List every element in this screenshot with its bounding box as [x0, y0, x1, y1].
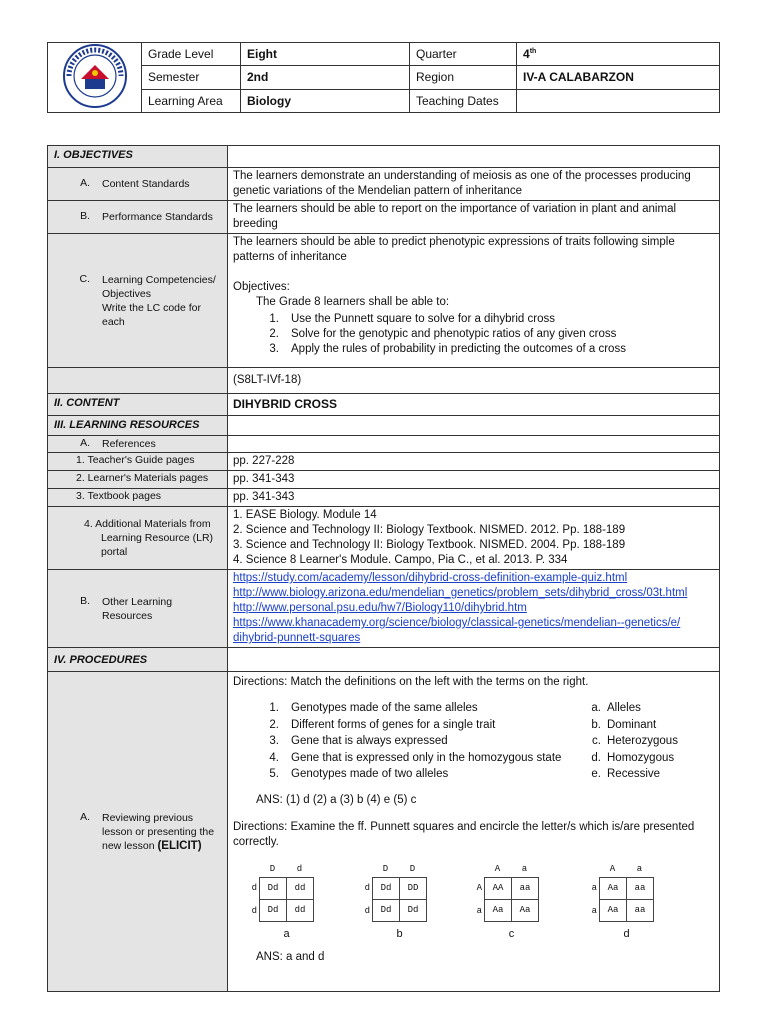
- additional-materials-label: 4. Additional Materials from Learning Resource (LR) portal: [48, 507, 228, 570]
- quarter-label: Quarter: [410, 43, 517, 66]
- lesson-plan-table: [47, 145, 720, 992]
- competencies-code: (S8LT-IVf-18): [228, 368, 720, 394]
- procedures-blank: [228, 648, 720, 672]
- content-heading: II. CONTENT: [48, 394, 228, 416]
- resource-link[interactable]: http://www.personal.psu.edu/hw7/Biology110/dihybrid.htm: [233, 602, 527, 614]
- procedures-heading: IV. PROCEDURES: [48, 648, 228, 672]
- objective-item: 2. Solve for the genotypic and phenotypic ratios of any given cross: [269, 328, 617, 340]
- punnett-square: D d d d Dd dd Dd dd a: [243, 862, 314, 942]
- additional-material-item: 2. Science and Technology II: Biology Textbook. NISMED. 2012. Pp. 188-189: [233, 524, 626, 536]
- objectives-lead: The Grade 8 learners shall be able to:: [256, 296, 450, 308]
- content-standards-label: A. Content Standards: [48, 168, 228, 201]
- objectives-subheading: Objectives:: [233, 281, 290, 293]
- matching-list: [233, 700, 714, 783]
- additional-material-item: 4. Science 8 Learner's Module. Campo, Pia C., et al. 2013. P. 334: [233, 554, 568, 566]
- teachers-guide-value: pp. 227-228: [228, 453, 720, 471]
- deped-seal-icon: [59, 43, 131, 109]
- learning-resources-heading: III. LEARNING RESOURCES: [48, 416, 228, 436]
- objective-item: 1. Use the Punnett square to solve for a dihybrid cross: [269, 313, 556, 325]
- learning-area-label: Learning Area: [142, 89, 241, 112]
- punnett-squares: [233, 850, 714, 950]
- teaching-dates-label: Teaching Dates: [410, 89, 517, 112]
- resource-link[interactable]: https://study.com/academy/lesson/dihybrid-cross-definition-example-quiz.html: [233, 572, 628, 584]
- region-label: Region: [410, 66, 517, 89]
- content-standards-text: The learners demonstrate an understanding of meiosis as one of the processes producing genetic variations of the Mendelian pattern of inheritance: [228, 168, 720, 201]
- teaching-dates-value: [517, 89, 720, 112]
- answer-punnett: ANS: a and d: [256, 950, 325, 963]
- references-label: A. References: [48, 436, 228, 453]
- matching-item: 4. Gene that is expressed only in the homozygous state d. Homozygous: [269, 751, 675, 764]
- header-table: [47, 42, 720, 113]
- punnett-square: A a A a AA aa Aa Aa c: [468, 862, 539, 942]
- textbook-label: 3. Textbook pages: [48, 489, 228, 507]
- other-resources-label: B. Other Learning Resources: [48, 570, 228, 648]
- performance-standards-text: The learners should be able to report on the importance of variation in plant and animal breeding: [228, 201, 720, 234]
- objectives-blank: [228, 146, 720, 168]
- punnett-square: D D d d Dd DD Dd Dd b: [356, 862, 427, 942]
- competencies-intro: The learners should be able to predict phenotypic expressions of traits following simple patterns of inheritance: [233, 236, 675, 263]
- references-blank: [228, 436, 720, 453]
- region-value: IV-A CALABARZON: [517, 66, 720, 89]
- matching-item: 5. Genotypes made of two alleles e. Recessive: [269, 768, 661, 780]
- directions-punnett: Directions: Examine the ff. Punnett squares and encircle the letter/s which is/are presented correctly.: [233, 820, 695, 848]
- answer-match: ANS: (1) d (2) a (3) b (4) e (5) c: [256, 793, 417, 806]
- matching-item: 2. Different forms of genes for a single trait b. Dominant: [269, 718, 657, 731]
- grade-level-value: Eight: [241, 43, 410, 66]
- quarter-value: 4th: [517, 43, 720, 66]
- grade-level-label: Grade Level: [142, 43, 241, 66]
- content-value: DIHYBRID CROSS: [228, 394, 720, 416]
- objectives-heading: I. OBJECTIVES: [48, 146, 228, 168]
- elicit-label: A. Reviewing previous lesson or presenting the new lesson (ELICIT): [48, 672, 228, 992]
- learners-materials-label: 2. Learner's Materials pages: [48, 471, 228, 489]
- punnett-square: A a a a Aa aa Aa aa d: [583, 862, 654, 942]
- punnett-caption: a: [283, 927, 290, 940]
- competencies-text: [228, 234, 720, 368]
- resource-link[interactable]: https://www.khanacademy.org/science/biology/classical-genetics/mendelian--genetics/e/: [233, 617, 681, 629]
- learning-resources-blank: [228, 416, 720, 436]
- deped-seal-cell: [48, 43, 142, 113]
- additional-material-item: 1. EASE Biology. Module 14: [233, 509, 377, 521]
- competencies-label: C. Learning Competencies/ Objectives Write the LC code for each: [48, 234, 228, 368]
- semester-label: Semester: [142, 66, 241, 89]
- matching-item: 1. Genotypes made of the same alleles a. Alleles: [269, 702, 641, 714]
- textbook-value: pp. 341-343: [228, 489, 720, 507]
- objectives-list: [233, 312, 714, 357]
- learners-materials-value: pp. 341-343: [228, 471, 720, 489]
- additional-materials-list: [228, 507, 720, 570]
- resource-link[interactable]: dihybrid-punnett-squares: [233, 632, 361, 644]
- other-resources-links: [228, 570, 720, 648]
- elicit-content: [228, 672, 720, 992]
- matching-item: 3. Gene that is always expressed c. Heterozygous: [269, 735, 678, 747]
- punnett-caption: b: [396, 927, 403, 940]
- objective-item: 3. Apply the rules of probability in predicting the outcomes of a cross: [269, 343, 626, 355]
- directions-match: Directions: Match the definitions on the left with the terms on the right.: [233, 676, 589, 688]
- additional-material-item: 3. Science and Technology II: Biology Textbook. NISMED. 2004. Pp. 188-189: [233, 539, 626, 551]
- punnett-caption: c: [508, 927, 515, 940]
- resource-link[interactable]: http://www.biology.arizona.edu/mendelian_genetics/problem_sets/dihybrid_cross/03t.html: [233, 587, 688, 599]
- competencies-code-label: [48, 368, 228, 394]
- teachers-guide-label: 1. Teacher's Guide pages: [48, 453, 228, 471]
- semester-value: 2nd: [241, 66, 410, 89]
- learning-area-value: Biology: [241, 89, 410, 112]
- performance-standards-label: B. Performance Standards: [48, 201, 228, 234]
- punnett-caption: d: [623, 927, 630, 940]
